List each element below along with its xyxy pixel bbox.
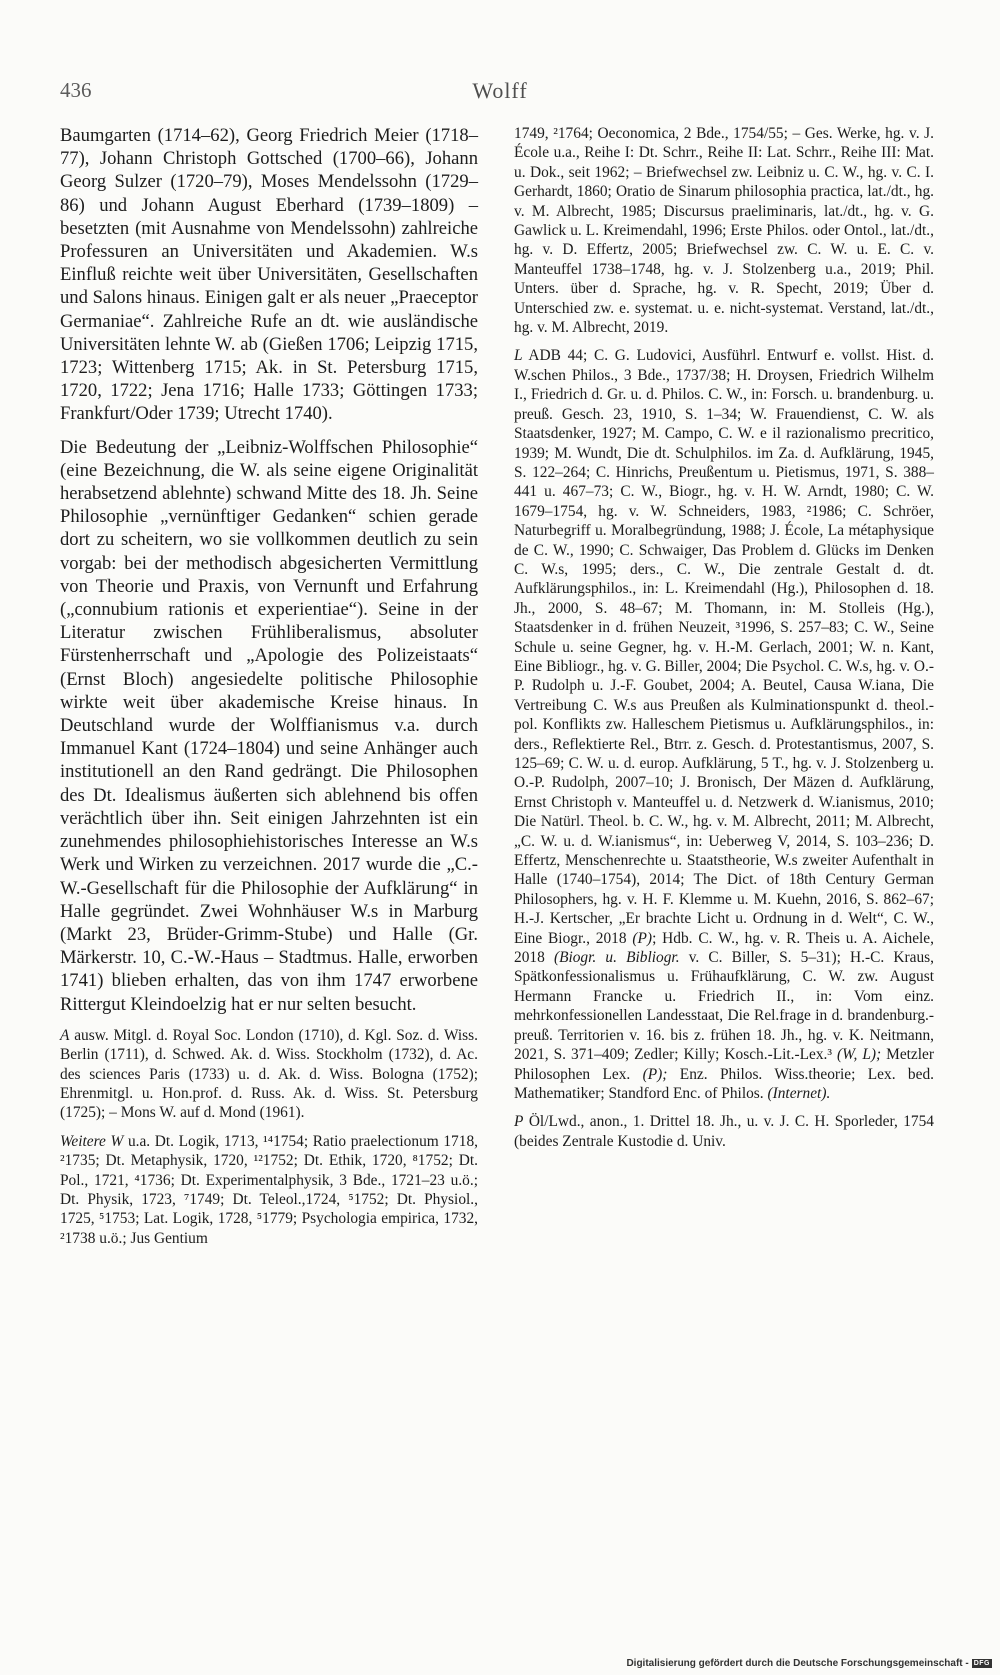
works-tag: Weitere W bbox=[60, 1132, 124, 1150]
literature-portrait-marker-2: (P); bbox=[642, 1065, 668, 1083]
awards-text: ausw. Mitgl. d. Royal Soc. London (1710), d. Kgl. Soz. d. Wiss. Berlin (1711), d. Schwed. Ak. d. Wiss. Stockholm (1732), d. Ac. des sciences Paris (1733) u. d. Ak. d. Wiss. Bologna (1752); Ehrenmitgl. u. Hon.prof. d. Russ. Ak. d. Wiss. St. Petersburg (1725); – Mons W. auf d. Mond (1961). bbox=[60, 1026, 478, 1122]
literature-text: ADB 44; C. G. Ludovici, Ausführl. Entwurf e. vollst. Hist. d. W.schen Philos., 3 Bde., 1737/38; H. Droysen, Friedrich Wilhelm I., Friedrich d. Gr. u. d. Philos. C. W., in: Forsch. u. brandenburg. u. preuß. Gesch. 23, 1910, S. 1–34; W. Frauendienst, C. W. als Staatsdenker, 1927; M. Campo, C. W. e il razionalismo precritico, 1939; M. Wundt, Die dt. Schulphilos. im Za. d. Aufklärung, 1945, S. 122–264; C. Hinrichs, Preußentum u. Pietismus, 1971, S. 388–441 u. 467–73; C. W., Biogr., hg. v. H. W. Arndt, 1980; C. W. 1679–1754, hg. v. W. Schneiders, 1983, ²1986; C. Schröer, Naturbegriff u. Moralbegründung, 1988; J. École, La métaphysique de C. W., 1990; C. Schwaiger, Das Problem d. Glücks im Denken C. W.s, 1995; ders., C. W., Die zentrale Gestalt d. dt. Aufklärungsphilos., in: L. Kreimendahl (Hg.), Philosophen d. 18. Jh., 2000, S. 48–67; M. Thomann, in: M. Stolleis (Hg.), Staatsdenker in d. frühen Neuzeit, ³1996, S. 257–83; C. W., Seine Schule u. seine Gegner, hg. v. H.-M. Gerlach, 2001; W. n. Kant, Eine Bibliogr., hg. v. G. Biller, 2004; Die Psychol. C. W.s, hg. v. O.-P. Rudolph u. J.-F. Goubet, 2004; A. Beutel, Causa W.iana, Die Vertreibung C. W.s aus Preußen als Kulminationspunkt d. theol.-pol. Konflikts zw. Halleschem Pietismus u. Aufklärungsphilos., in: ders., Reflektierte Rel., Btrr. z. Gesch. d. Protestantismus, 2007, S. 125–69; C. W. u. d. europ. Aufklärung, 5 T., hg. v. J. Stolzenberg u. O.-P. Rudolph, 2007–10; J. Bronisch, Der Mäzen d. Aufklärung, Ernst Christoph v. Manteuffel u. d. Netzwerk d. W.ianismus, 2010; Die Natürl. Theol. b. C. W., hg. v. M. Albrecht, 2011; M. Albrecht, „C. W. u. d. W.ianismus“, in: Ueberweg V, 2014, S. 103–236; D. Effertz, Menschenrechte u. Staatstheorie, W.s zweiter Aufenthalt in Halle (1740–1754), 2014; The Dict. of 18th Century German Philosophers, hg. v. H. F. Klemme u. M. Kuehn, 2016, S. 862–67; H.-J. Kertscher, „Er brachte Licht u. Ordnung in d. Welt“, C. W., Eine Biogr., 2018 bbox=[514, 347, 934, 947]
literature-text-3: v. C. Biller, S. 5–31); H.-C. Kraus, Spätkonfessionalismus u. Frühaufklärung, C. W. zw. August Hermann Francke u. Friedrich II., in: Vom einz. mehrkonfessionellen Landesstaat, Die Rel.frage in d. brandenburg.-preuß. Territorien v. 16. bis z. frühen 18. Jh., hg. v. K. Neitmann, 2021, S. 371–409; Zedler; Killy; Kosch.-Lit.-Lex.³ bbox=[514, 949, 934, 1064]
right-column bbox=[514, 124, 934, 1160]
portrait-tag: P bbox=[514, 1113, 524, 1131]
paragraph-influence: Baumgarten (1714–62), Georg Friedrich Meier (1718–77), Johann Christoph Gottsched (1700–66), Johann Georg Sulzer (1720–79), Moses Mendelssohn (1729–86) und Johann August Eberhard (1739–1809) – besetzten (mit Ausnahme von Mendelssohn) zahlreiche Professuren an Universitäten und Akademien. W.s Einfluß reichte weit über Universitäten, Gesellschaften und Salons hinaus. Einigen galt er als neuer „Praeceptor Germaniae“. Zahlreiche Rufe an dt. wie ausländische Universitäten lehnte W. ab (Gießen 1706; Leipzig 1715, 1723; Wittenberg 1715; Ak. in St. Petersburg 1715, 1720, 1722; Jena 1716; Halle 1733; Göttingen 1733; Frankfurt/Oder 1739; Utrecht 1740). bbox=[60, 125, 478, 425]
works-text: u.a. Dt. Logik, 1713, ¹⁴1754; Ratio praelectionum 1718, ²1735; Dt. Metaphysik, 1720, ¹²1752; Dt. Ethik, 1720, ⁸1752; Dt. Pol., 1721, ⁴1736; Dt. Experimentalphysik, 3 Bde., 1721–23 u.ö.; Dt. Physik, 1723, ⁷1749; Dt. Teleol.,1724, ⁵1752; Dt. Physiol., 1725, ⁵1753; Lat. Logik, 1728, ⁵1779; Psychologia empirica, 1732, ²1738 u.ö.; Jus Gentium bbox=[60, 1132, 478, 1247]
portrait-text: Öl/Lwd., anon., 1. Drittel 18. Jh., u. v. J. C. H. Sporleder, 1754 (beides Zentrale Kustodie d. Univ. bbox=[514, 1113, 934, 1150]
literature-bibliography-marker: (Biogr. u. Bibliogr. bbox=[553, 949, 680, 967]
dfg-logo: DFG bbox=[973, 1660, 990, 1667]
literature-section bbox=[514, 346, 934, 1103]
literature-portrait-marker: (P) bbox=[632, 929, 653, 947]
left-column bbox=[60, 124, 478, 1257]
works-continued: 1749, ²1764; Oeconomica, 2 Bde., 1754/55; – Ges. Werke, hg. v. J. École u.a., Reihe I: Dt. Schrr., Reihe II: Lat. Schrr., Reihe III: Mat. u. Dok., seit 1962; – Briefwechsel zw. Leibniz u. C. W., hg. v. C. I. Gerhardt, 1860; Oratio de Sinarum philosophia practica, lat./dt., hg. v. M. Albrecht, 1985; Discursus praeliminaris, lat./dt., hg. v. G. Gawlick u. L. Kreimendahl, 1996; Erste Philos. oder Ontol., lat./dt., hg. v. D. Effertz, 2005; Briefwechsel zw. C. W. u. E. C. v. Manteuffel 1738–1748, hg. v. J. Stolzenberg u.a., 2019; Phil. Unters. über d. Sprache, hg. v. R. Specht, 2019; Über d. Unterschied zw. e. systemat. u. e. nicht-systemat. Verstand, lat./dt., hg. v. M. Albrecht, 2019. bbox=[514, 125, 934, 337]
digitization-footer bbox=[626, 1658, 992, 1669]
awards-tag: A bbox=[60, 1026, 70, 1044]
literature-text-4: Metzler Philosophen Lex. bbox=[514, 1046, 934, 1083]
portrait-section bbox=[514, 1112, 934, 1151]
literature-internet-marker: (Internet). bbox=[767, 1084, 831, 1102]
footer-text: Digitalisierung gefördert durch die Deutsche Forschungsgemeinschaft - bbox=[626, 1658, 969, 1669]
running-head: Wolff bbox=[472, 78, 528, 103]
page-number: 436 bbox=[60, 78, 92, 102]
literature-tag: L bbox=[514, 347, 523, 365]
works-section bbox=[60, 1132, 478, 1248]
paragraph-significance: Die Bedeutung der „Leibniz-Wolffschen Philosophie“ (eine Bezeichnung, die W. als seine eigene Originalität herabsetzend ablehnte) schwand Mitte des 18. Jh. Seine Philosophie „vernünftiger Gedanken“ schien gerade dort zu scheitern, wo sie vollkommen deutlich zu sein vorgab: bei der methodisch abgesicherten Vermittlung von Theorie und Praxis, von Vernunft und Erfahrung („connubium rationis et experientiae“). Seine in der Literatur zwischen Frühliberalismus, absoluter Fürstenherrschaft und „Apologie des Polizeistaats“ (Ernst Bloch) angesiedelte politische Philosophie wirkte weit über akademische Kreise hinaus. In Deutschland wurde der Wolffianismus v.a. durch Immanuel Kant (1724–1804) und seine Anhänger auch institutionell an den Rand gedrängt. Die Philosophen des Dt. Idealismus äußerten sich ablehnend bis offen verächtlich über ihn. Seit einigen Jahrzehnten ist ein zunehmendes philosophiehistorisches Interesse an W.s Werk und Wirken zu verzeichnen. 2017 wurde die „C.-W.-Gesellschaft für die Philosophie der Aufklärung“ in Halle gegründet. Zwei Wohnhäuser W.s in Marburg (Markt 23, Brüder-Grimm-Stube) und Halle (Gr. Märkerstr. 10, C.-W.-Haus – Stadtmus. Halle, erworben 1741) blieben erhalten, das von ihm 1747 erworbene Rittergut Kleindoelzig hat er nur selten besucht. bbox=[60, 436, 478, 1015]
awards-section bbox=[60, 1026, 478, 1123]
literature-text-5: Enz. Philos. Wiss.theorie; Lex. bed. Mathematiker; Standford Enc. of Philos. bbox=[514, 1065, 934, 1102]
literature-wl-marker: (W, L); bbox=[837, 1046, 882, 1064]
literature-text-2: ; Hdb. C. W., hg. v. R. Theis u. A. Aichele, 2018 bbox=[514, 929, 934, 967]
